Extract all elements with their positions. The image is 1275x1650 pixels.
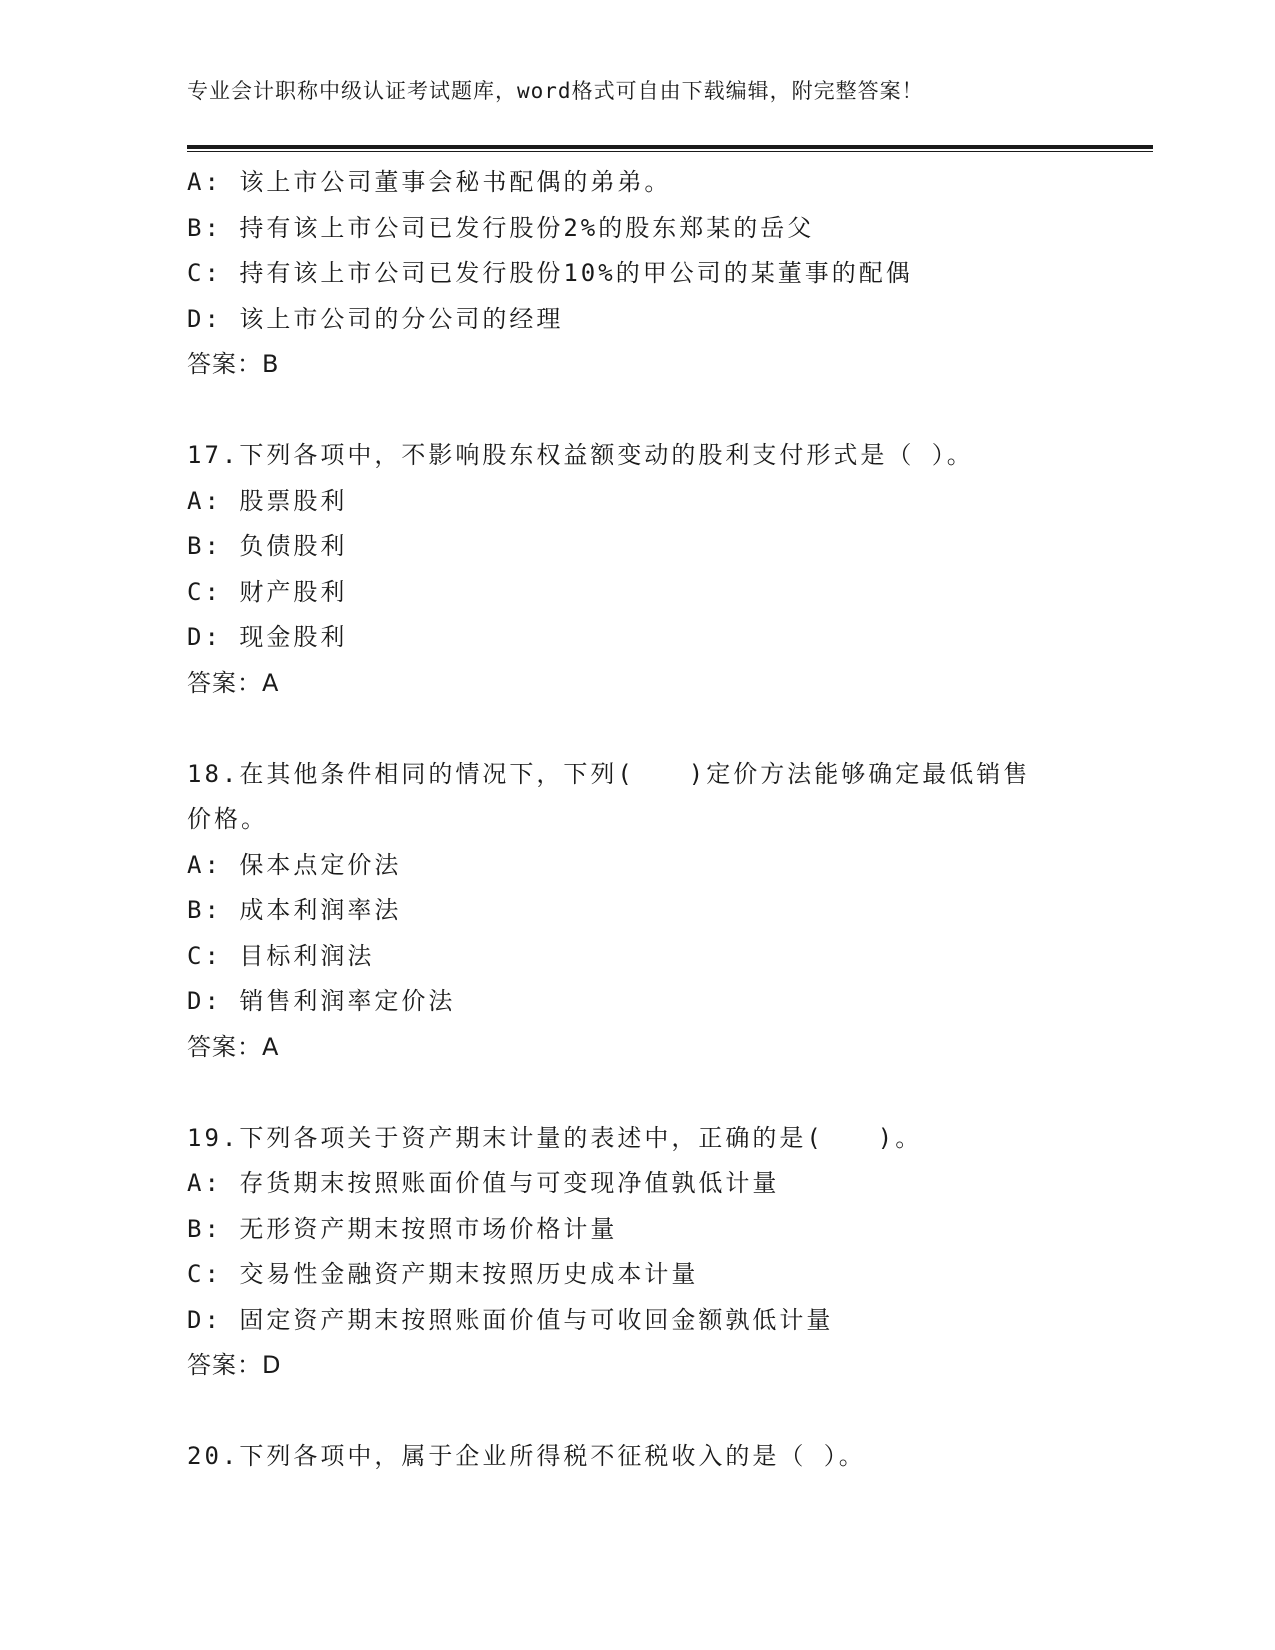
page-header: 专业会计职称中级认证考试题库，word格式可自由下载编辑，附完整答案！ [187,79,924,103]
header-divider-thin [187,151,1153,152]
question-20-block [187,1434,1087,1480]
option-c: C: 目标利润法 [187,941,375,970]
option-b: B: 无形资产期末按照市场价格计量 [187,1214,618,1243]
question-19-block [187,1116,1087,1389]
option-b: B: 持有该上市公司已发行股份2%的股东郑某的岳父 [187,213,815,242]
question-16-block [187,160,1087,388]
option-d: D: 固定资产期末按照账面价值与可收回金额孰低计量 [187,1305,834,1334]
question-content [187,160,1087,1480]
option-d: D: 该上市公司的分公司的经理 [187,304,564,333]
option-a: A: 存货期末按照账面价值与可变现净值孰低计量 [187,1169,780,1197]
question-stem: 19.下列各项关于资产期末计量的表述中，正确的是( )。 [187,1123,923,1152]
answer: 答案：A [187,1032,280,1061]
answer: 答案：D [187,1351,282,1379]
option-b: B: 成本利润率法 [187,896,402,924]
answer: 答案：A [187,668,280,697]
option-b: B: 负债股利 [187,532,348,560]
question-stem-line-1: 18.在其他条件相同的情况下，下列( )定价方法能够确定最低销售 [187,759,1031,788]
option-c: C: 财产股利 [187,577,348,606]
option-a: A: 保本点定价法 [187,850,402,879]
question-stem: 20.下列各项中，属于企业所得税不征税收入的是（ ）。 [187,1442,866,1470]
option-c: C: 持有该上市公司已发行股份10%的甲公司的某董事的配偶 [187,259,913,287]
option-d: D: 销售利润率定价法 [187,987,456,1015]
question-stem: 17.下列各项中，不影响股东权益额变动的股利支付形式是（ ）。 [187,441,974,469]
answer: 答案：B [187,350,280,378]
question-17-block [187,433,1087,706]
question-stem-line-2: 价格。 [187,805,268,833]
option-a: A: 股票股利 [187,486,348,515]
option-d: D: 现金股利 [187,623,348,651]
header-divider-thick [187,145,1153,149]
option-a: A: 该上市公司董事会秘书配偶的弟弟。 [187,168,672,196]
question-18-block [187,752,1087,1071]
option-c: C: 交易性金融资产期末按照历史成本计量 [187,1260,699,1288]
